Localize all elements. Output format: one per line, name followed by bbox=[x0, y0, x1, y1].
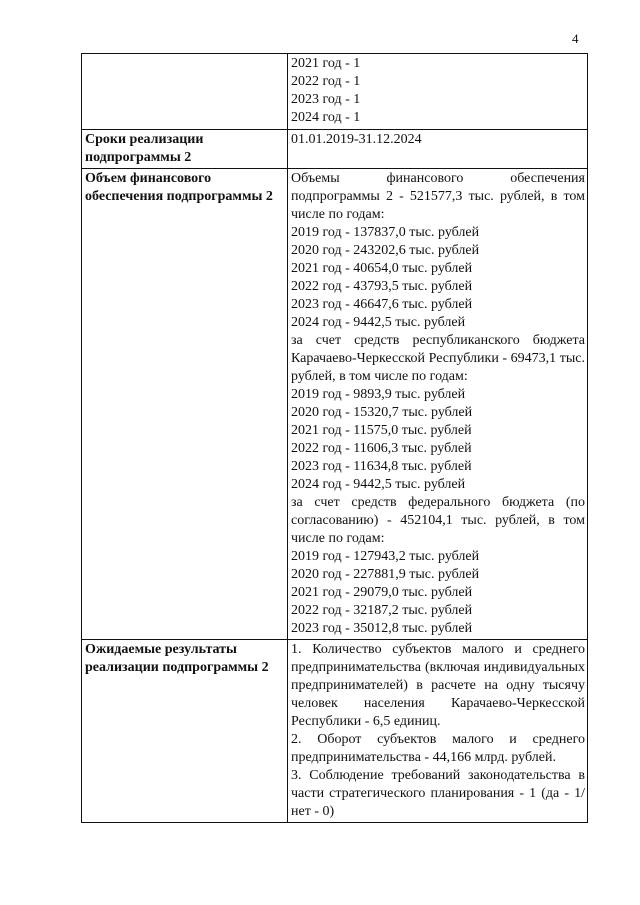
row-value bbox=[288, 640, 588, 823]
row-value bbox=[288, 54, 588, 130]
subprogram-passport-table bbox=[81, 53, 588, 823]
page-number: 4 bbox=[572, 31, 579, 46]
list-item: 2020 год - 243202,6 тыс. рублей bbox=[291, 243, 480, 258]
list-item: 2024 год - 1 bbox=[291, 110, 361, 125]
row-label-empty bbox=[82, 54, 288, 130]
table-row bbox=[82, 169, 588, 640]
list-item: 2020 год - 227881,9 тыс. рублей bbox=[291, 567, 480, 582]
list-item: 2019 год - 9893,9 тыс. рублей bbox=[291, 387, 466, 402]
result-item-3: 3. Соблюдение требований законодательства в части стратегического планирования - 1 (да - 1/нет - 0) bbox=[291, 768, 585, 819]
list-item: 2024 год - 9442,5 тыс. рублей bbox=[291, 315, 466, 330]
result-item-2: 2. Оборот субъектов малого и среднего предпринимательства - 44,166 млрд. рублей. bbox=[291, 732, 585, 765]
row-value bbox=[288, 169, 588, 640]
table-row bbox=[82, 54, 588, 130]
list-item: 2019 год - 137837,0 тыс. рублей bbox=[291, 225, 480, 240]
list-item: 2021 год - 40654,0 тыс. рублей bbox=[291, 261, 473, 276]
row-label-funding: Объем финансового обеспечения подпрограммы 2 bbox=[82, 169, 288, 640]
row-label-results: Ожидаемые результаты реализации подпрограммы 2 bbox=[82, 640, 288, 823]
result-item-1: 1. Количество субъектов малого и среднего предпринимательства (включая индивидуальных предпринимателей) в расчете на одну тысячу человек населения Карачаево-Черкесской Республики - 6,5 единиц. bbox=[291, 642, 585, 729]
row-value bbox=[288, 130, 588, 169]
list-item: 2022 год - 11606,3 тыс. рублей bbox=[291, 441, 472, 456]
funding-intro: Объемы финансового обеспечения подпрограммы 2 - 521577,3 тыс. рублей, в том числе по годам: bbox=[291, 171, 585, 222]
list-item: 2019 год - 127943,2 тыс. рублей bbox=[291, 549, 480, 564]
regional-budget-intro: за счет средств республиканского бюджета Карачаево-Черкесской Республики - 69473,1 тыс. рублей, в том числе по годам: bbox=[291, 333, 585, 384]
list-item: 2023 год - 46647,6 тыс. рублей bbox=[291, 297, 473, 312]
list-item: 2022 год - 43793,5 тыс. рублей bbox=[291, 279, 473, 294]
list-item: 2021 год - 29079,0 тыс. рублей bbox=[291, 585, 473, 600]
list-item: 2023 год - 1 bbox=[291, 92, 361, 107]
table-row bbox=[82, 130, 588, 169]
list-item: 2020 год - 15320,7 тыс. рублей bbox=[291, 405, 473, 420]
list-item: 2023 год - 11634,8 тыс. рублей bbox=[291, 459, 472, 474]
list-item: 2021 год - 1 bbox=[291, 56, 361, 71]
list-item: 2024 год - 9442,5 тыс. рублей bbox=[291, 477, 466, 492]
federal-budget-intro: за счет средств федерального бюджета (по согласованию) - 452104,1 тыс. рублей, в том числе по годам: bbox=[291, 495, 585, 546]
list-item: 01.01.2019-31.12.2024 bbox=[291, 132, 422, 147]
list-item: 2022 год - 32187,2 тыс. рублей bbox=[291, 603, 473, 618]
table-row bbox=[82, 640, 588, 823]
list-item: 2022 год - 1 bbox=[291, 74, 361, 89]
row-label-terms: Сроки реализации подпрограммы 2 bbox=[82, 130, 288, 169]
list-item: 2021 год - 11575,0 тыс. рублей bbox=[291, 423, 472, 438]
list-item: 2023 год - 35012,8 тыс. рублей bbox=[291, 621, 473, 636]
